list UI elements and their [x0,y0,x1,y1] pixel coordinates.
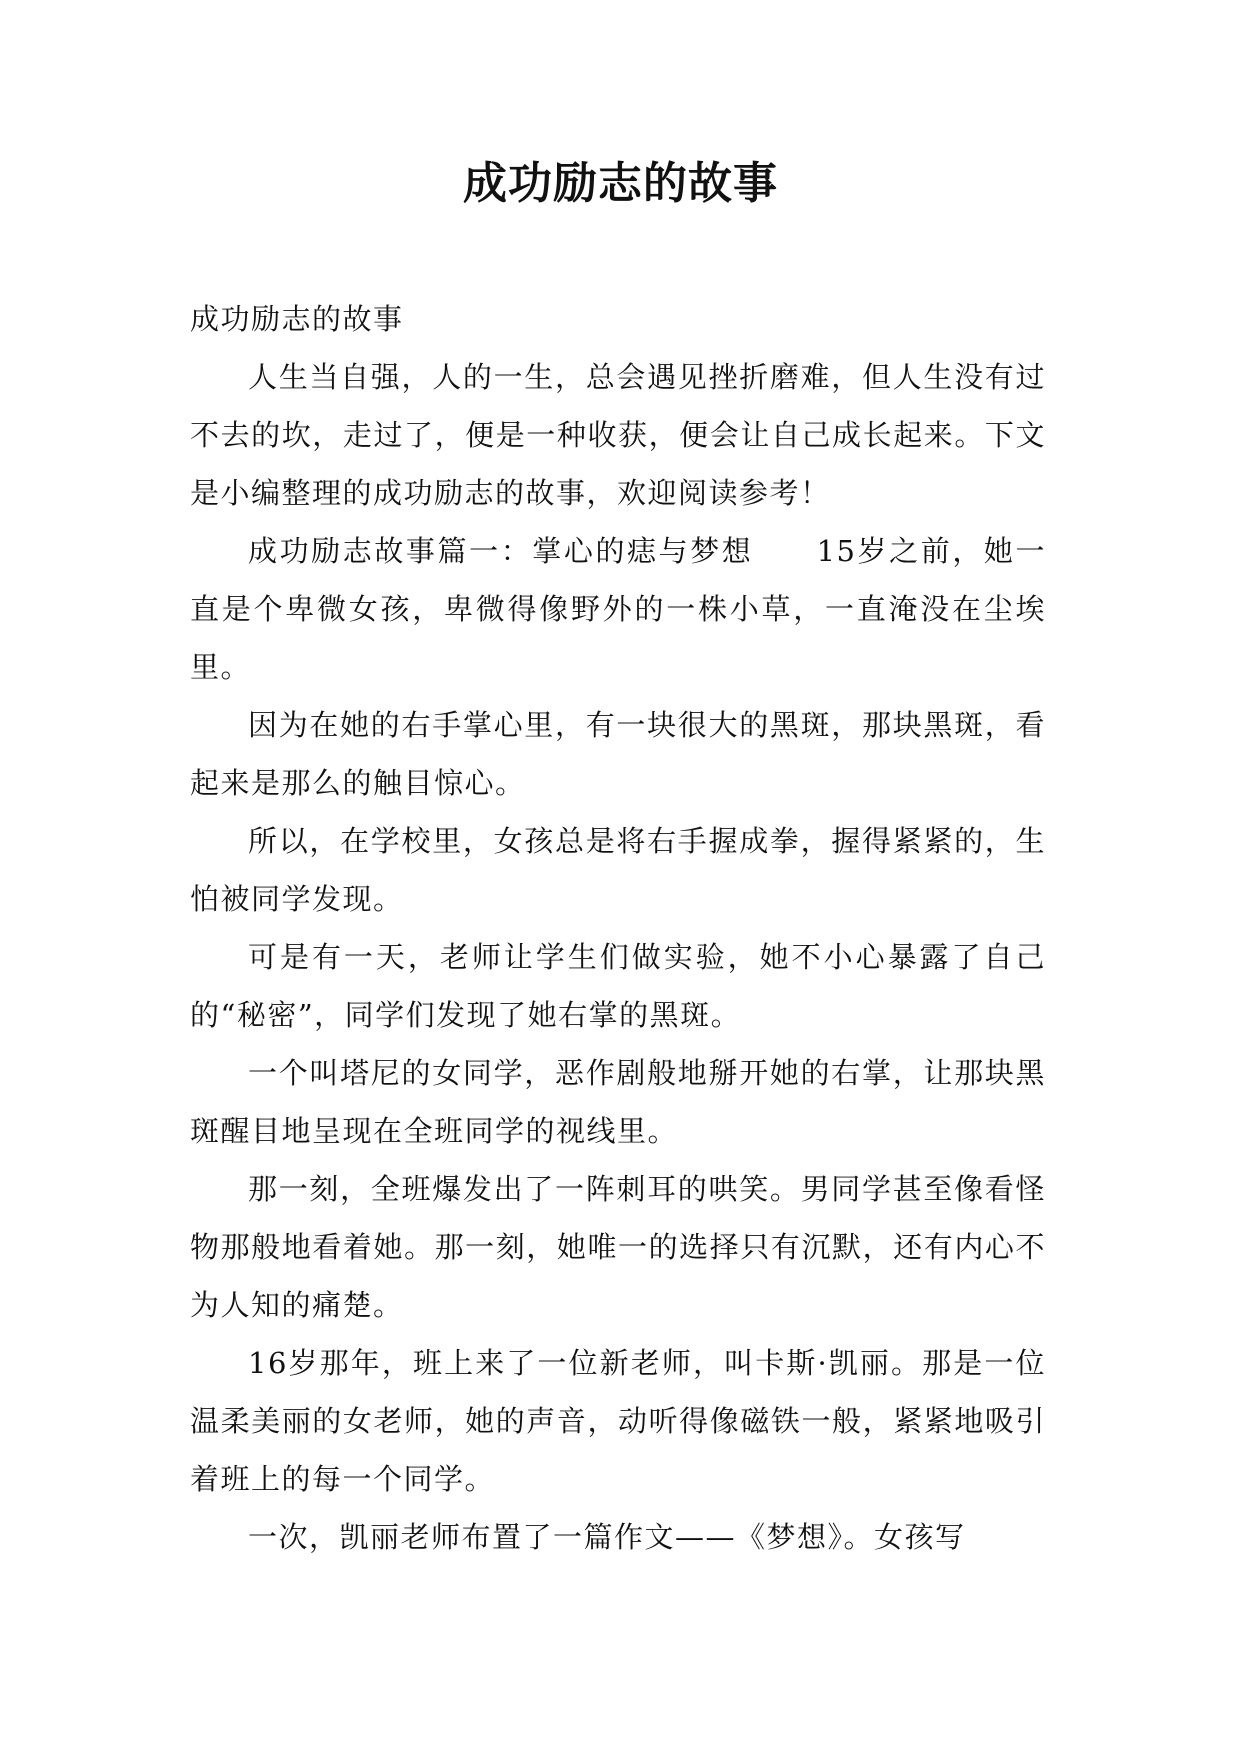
paragraph: 一次，凯丽老师布置了一篇作文——《梦想》。女孩写 [248,1520,966,1554]
paragraph: 人生当自强，人的一生，总会遇见挫折磨难，但人生没有过不去的坎，走过了，便是一种收获，便会让自己成长起来。下文是小编整理的成功励志的故事，欢迎阅读参考！ [190,360,1046,510]
paragraph: 成功励志故事篇一：掌心的痣与梦想 15岁之前，她一直是个卑微女孩，卑微得像野外的一株小草，一直淹没在尘埃里。 [190,534,1046,684]
paragraph: 因为在她的右手掌心里，有一块很大的黑斑，那块黑斑，看起来是那么的触目惊心。 [190,708,1046,800]
paragraph: 一个叫塔尼的女同学，恶作剧般地掰开她的右掌，让那块黑斑醒目地呈现在全班同学的视线里。 [190,1056,1046,1148]
document-body [190,290,1046,1566]
section-heading: 成功励志的故事 [190,302,404,336]
paragraph: 所以，在学校里，女孩总是将右手握成拳，握得紧紧的，生怕被同学发现。 [190,824,1046,916]
paragraph: 16岁那年，班上来了一位新老师，叫卡斯·凯丽。那是一位温柔美丽的女老师，她的声音，动听得像磁铁一般，紧紧地吸引着班上的每一个同学。 [190,1346,1046,1496]
paragraph: 可是有一天，老师让学生们做实验，她不小心暴露了自己的“秘密”，同学们发现了她右掌的黑斑。 [190,940,1046,1032]
paragraph: 那一刻，全班爆发出了一阵刺耳的哄笑。男同学甚至像看怪物那般地看着她。那一刻，她唯一的选择只有沉默，还有内心不为人知的痛楚。 [190,1172,1046,1322]
page-title: 成功励志的故事 [463,158,778,209]
